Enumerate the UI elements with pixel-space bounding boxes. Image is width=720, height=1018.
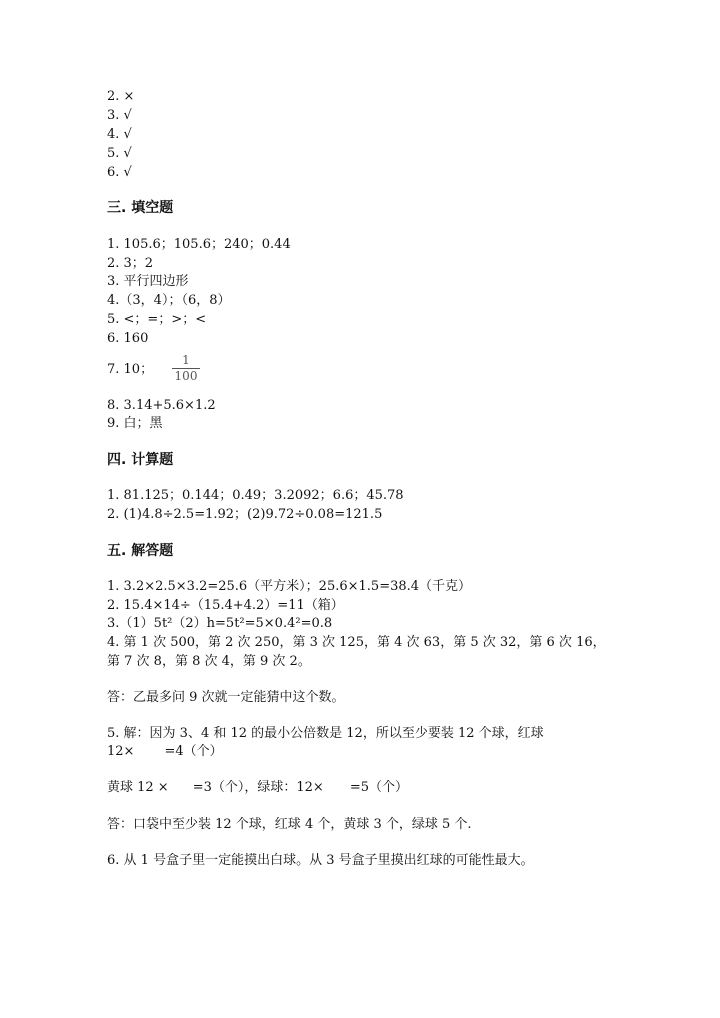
solution-5-line-2 <box>107 743 223 761</box>
judge-answer-4: 4. √ <box>107 127 132 142</box>
solution-4-line-1: 4. 第 1 次 500，第 2 次 250，第 3 次 125，第 4 次 63，第 5 次 32，第 6 次 16， <box>107 635 606 650</box>
fraction <box>172 354 200 383</box>
judge-answer-2: 2. × <box>107 89 135 104</box>
yellow-green-expr: =3（个），绿球：12× <box>192 780 324 795</box>
solution-2: 2. 15.4×14÷（15.4+4.2）=11（箱） <box>107 598 344 613</box>
fill-answer-1: 1. 105.6；105.6；240；0.44 <box>107 237 291 252</box>
fraction-numerator: 1 <box>182 353 190 367</box>
solution-4-answer: 答：乙最多问 9 次就一定能猜中这个数。 <box>107 690 345 705</box>
section-title-fill-in: 三. 填空题 <box>107 200 174 216</box>
red-ball-result: =4（个） <box>164 744 223 759</box>
green-ball-result: =5（个） <box>349 780 408 795</box>
fill-answer-5: 5. <；=；>；< <box>107 312 207 327</box>
judge-answer-5: 5. √ <box>107 146 132 161</box>
fill-answer-3: 3. 平行四边形 <box>107 274 189 289</box>
section-title-calculation: 四. 计算题 <box>107 452 174 468</box>
fill-answer-2: 2. 3；2 <box>107 256 154 271</box>
fill-answer-6: 6. 160 <box>107 331 149 346</box>
fraction-denominator: 100 <box>174 369 198 383</box>
judge-answer-3: 3. √ <box>107 108 132 123</box>
judge-answer-6: 6. √ <box>107 165 132 180</box>
calc-answer-1: 1. 81.125；0.144；0.49；3.2092；6.6；45.78 <box>107 488 404 503</box>
solution-5-line-3 <box>107 779 408 797</box>
solution-4-line-2: 第 7 次 8，第 8 次 4，第 9 次 2。 <box>107 654 311 669</box>
section-title-solutions: 五. 解答题 <box>107 543 174 559</box>
solution-5-line-1: 5. 解：因为 3、4 和 12 的最小公倍数是 12，所以至少要装 12 个球，红球 <box>107 726 544 741</box>
solution-5-answer: 答：口袋中至少装 12 个球，红球 4 个，黄球 3 个，绿球 5 个. <box>107 817 472 832</box>
solution-6: 6. 从 1 号盒子里一定能摸出白球。从 3 号盒子里摸出红球的可能性最大。 <box>107 853 534 868</box>
fill-answer-4: 4.（3，4）；（6，8） <box>107 293 231 308</box>
red-ball-expr: 12× <box>107 744 135 759</box>
calc-answer-2: 2. (1)4.8÷2.5=1.92；(2)9.72÷0.08=121.5 <box>107 507 383 522</box>
fill-answer-7: 7. 10； <box>107 362 154 377</box>
fill-answer-9: 9. 白；黑 <box>107 416 163 431</box>
yellow-ball-expr: 黄球 12 × <box>107 780 169 795</box>
solution-3: 3.（1）5t²（2）h=5t²=5×0.4²=0.8 <box>107 616 333 631</box>
solution-1: 1. 3.2×2.5×3.2=25.6（平方米）；25.6×1.5=38.4（千克） <box>107 579 472 594</box>
fill-answer-8: 8. 3.14+5.6×1.2 <box>107 398 216 413</box>
